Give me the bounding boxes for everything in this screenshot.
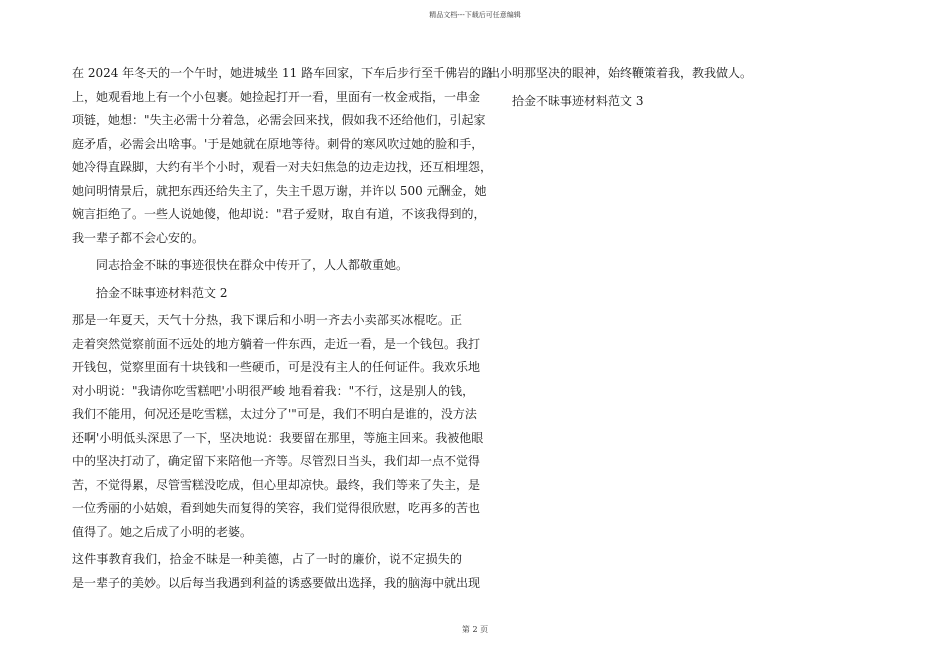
right-column — [488, 62, 788, 113]
paragraph-line: 对小明说："我请你吃雪糕吧'小明很严峻 地看着我："不行，这是别人的钱， — [72, 383, 475, 398]
left-column — [72, 62, 494, 595]
paragraph-line: 她问明情景后，就把东西还给失主了，失主千恩万谢，并许以 500 元酬金，她 — [72, 183, 487, 198]
paragraph-line: 我一辈子都不会心安的。 — [72, 230, 205, 245]
paragraph-line: 庭矛盾，必需会出啥事。'于是她就在原地等待。刺骨的寒风吹过她的脸和手， — [72, 136, 484, 151]
page-number: 第 2 页 — [461, 625, 489, 634]
paragraph-line: 值得了。她之后成了小明的老婆。 — [72, 524, 253, 539]
paragraph-line: 我们不能用，何况还是吃雪糕，太过分了'"可是，我们不明白是谁的，没方法 — [72, 407, 477, 421]
page-header: 精品文档---下载后可任意编辑 — [429, 11, 521, 19]
paragraph-line: 开钱包，觉察里面有十块钱和一些硬币，可是没有主人的任何证件。我欢乐地 — [72, 360, 481, 374]
paragraph-line: 那是一年夏天，天气十分热，我下课后和小明一齐去小卖部买冰棍吃。正 — [72, 313, 462, 327]
paragraph-line: 走着突然觉察前面不远处的地方躺着一件东西，走近一看，是一个钱包。我打 — [72, 336, 481, 351]
paragraph-line: 同志拾金不昧的事迹很快在群众中传开了，人人都敬重她。 — [96, 258, 409, 272]
paragraph-line: 是一辈子的美妙。以后每当我遇到利益的诱惑要做出选择，我的脑海中就出现 — [72, 575, 481, 590]
paragraph-line: 还啊'小明低头深思了一下，坚决地说：我要留在那里，等施主回来。我被他眼 — [72, 430, 484, 445]
paragraph-line: 项链，她想："失主必需十分着急，必需会回来找，假如我不还给他们，引起家 — [72, 113, 486, 127]
paragraph-line: 上，她观看地上有一个小包裹。她捡起打开一看，里面有一枚金戒指，一串金 — [72, 89, 481, 104]
paragraph-line: 出小明那坚决的眼神，始终鞭策着我，教我做人。 — [488, 66, 753, 80]
section-heading: 拾金不昧事迹材料范文 3 — [512, 93, 644, 108]
paragraph-line: 婉言拒绝了。一些人说她傻，他却说："君子爱财，取自有道，不该我得到的， — [72, 207, 486, 221]
paragraph-line: 在 2024 年冬天的一个午时，她进城坐 11 路车回家，下车后步行至千佛岩的路 — [72, 66, 494, 80]
paragraph-line: 一位秀丽的小姑娘，看到她失而复得的笑容，我们觉得很欣慰，吃再多的苦也 — [72, 501, 481, 515]
paragraph-line: 这件事教育我们，拾金不昧是一种美德，占了一时的廉价，说不定损失的 — [72, 552, 462, 566]
paragraph-line: 苦，不觉得累，尽管雪糕没吃成，但心里却凉快。最终，我们等来了失主，是 — [72, 477, 481, 492]
paragraph-line: 她冷得直跺脚，大约有半个小时，观看一对夫妇焦急的边走边找，还互相埋怨， — [72, 160, 493, 174]
paragraph-line: 中的坚决打动了，确定留下来陪他一齐等。尽管烈日当头，我们却一点不觉得 — [72, 454, 481, 468]
section-heading: 拾金不昧事迹材料范文 2 — [96, 285, 228, 300]
